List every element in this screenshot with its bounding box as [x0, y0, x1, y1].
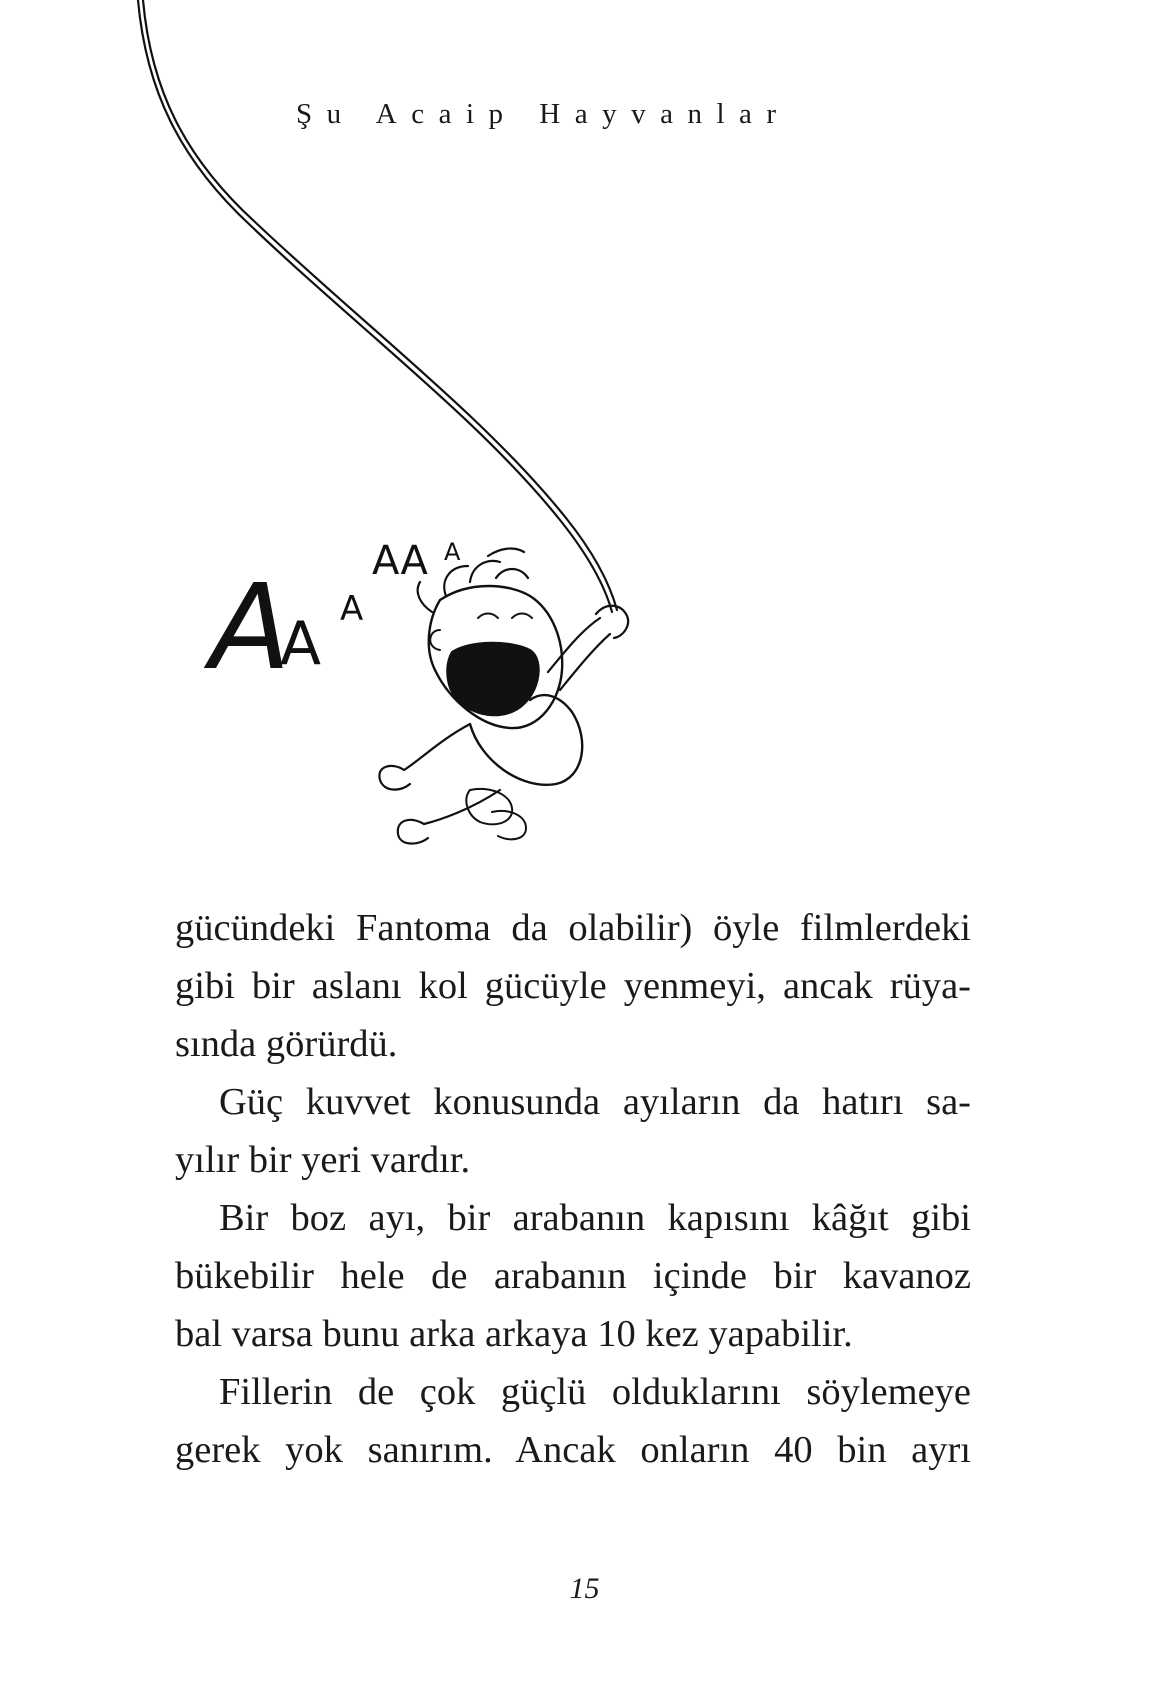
child-hair — [418, 549, 528, 612]
child-open-mouth — [447, 643, 539, 716]
child-leg-left — [379, 724, 470, 790]
body-line: gibi bir aslanı kol gücüyle yenmeyi, ancak rüya- — [175, 965, 971, 1007]
scream-letter-5: A — [444, 538, 461, 566]
body-line: Bir boz ayı, bir arabanın kapısını kâğıt gibi — [219, 1197, 971, 1239]
scream-letter-4: AA — [372, 538, 428, 584]
scream-letter-1: A — [210, 558, 291, 696]
body-line: bal varsa bunu arka arkaya 10 kez yapabilir. — [175, 1313, 853, 1355]
body-text — [175, 899, 971, 1479]
child-leg-right — [398, 790, 500, 844]
body-line: Fillerin de çok güçlü olduklarını söylemeye — [219, 1371, 971, 1413]
body-line: yılır bir yeri vardır. — [175, 1139, 471, 1181]
scream-letter-2: A — [280, 609, 322, 679]
child-ear — [430, 630, 440, 650]
body-line: sında görürdü. — [175, 1023, 398, 1065]
child-eye-right — [512, 614, 532, 619]
child-shoe-2 — [492, 811, 526, 839]
running-head-title: Şu Acaip Hayvanlar — [296, 98, 791, 130]
rope-line — [138, 0, 612, 612]
body-line: gücündeki Fantoma da olabilir) öyle filmlerdeki — [175, 907, 971, 949]
body-line: Güç kuvvet konusunda ayıların da hatırı sa- — [219, 1081, 971, 1123]
child-arm — [548, 618, 610, 690]
child-eye-left — [478, 614, 498, 619]
scream-letter-3: A — [340, 589, 364, 629]
rope-line-inner — [143, 0, 617, 610]
page-number: 15 — [569, 1572, 600, 1605]
body-line: gerek yok sanırım. Ancak onların 40 bin ayrı — [175, 1429, 971, 1471]
body-line: bükebilir hele de arabanın içinde bir kavanoz — [175, 1255, 971, 1297]
